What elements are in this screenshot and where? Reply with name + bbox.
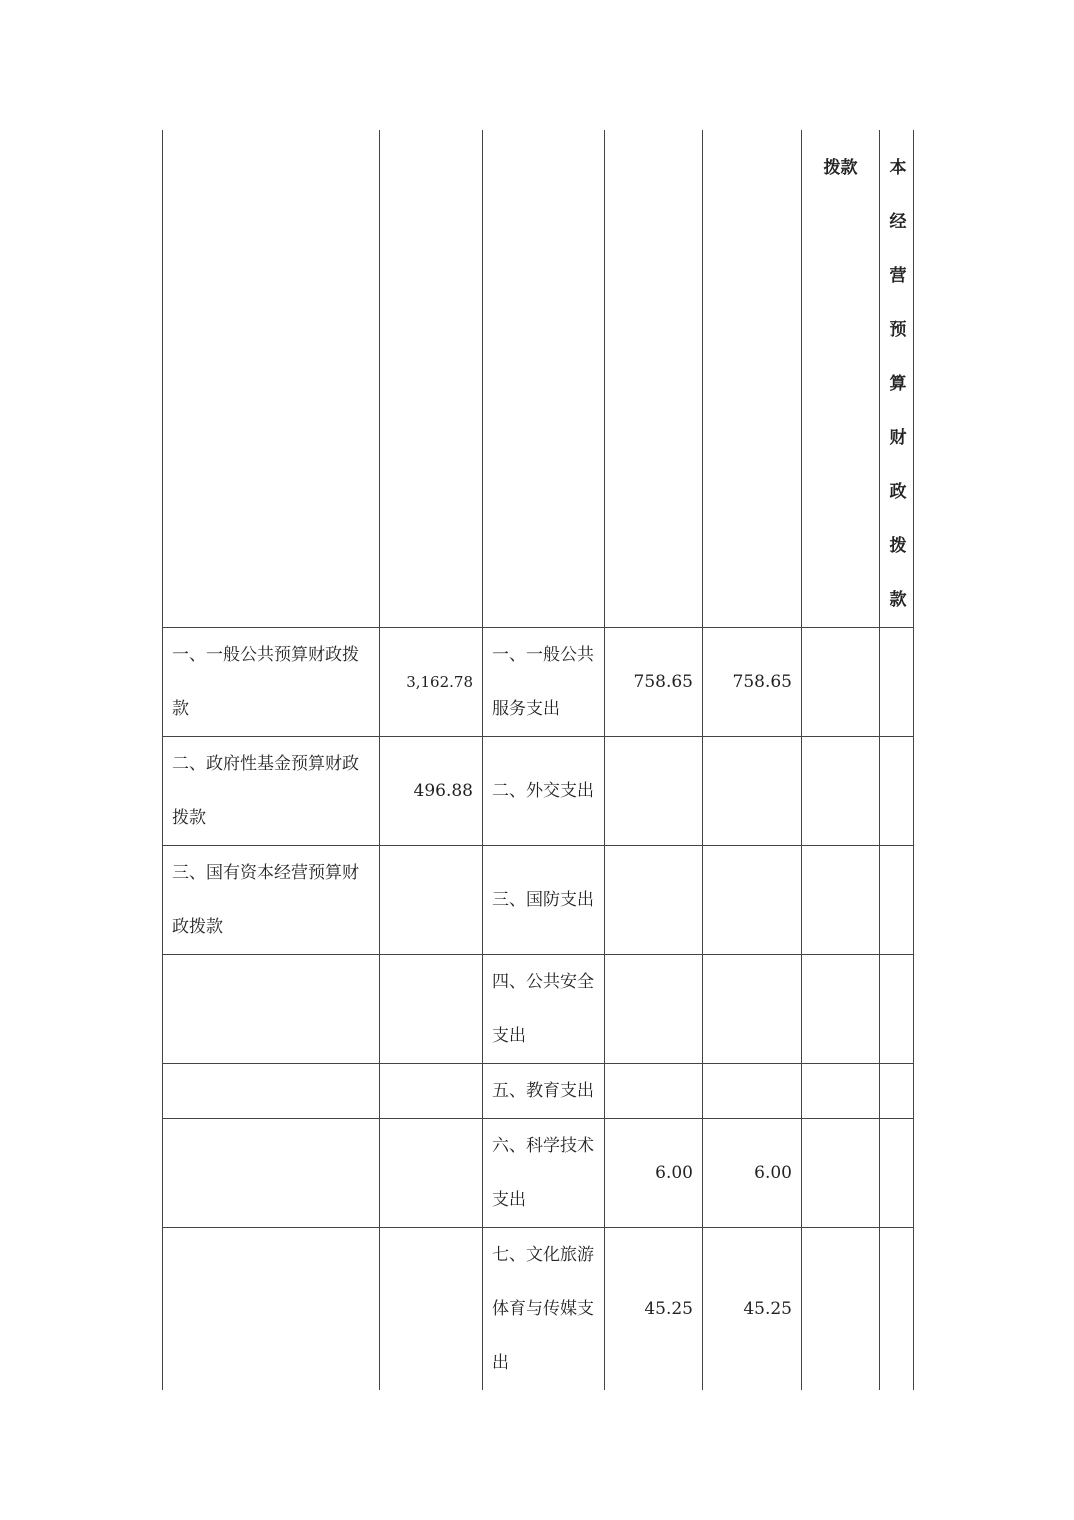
income-amount (380, 1064, 483, 1119)
expense-item: 二、外交支出 (483, 737, 605, 846)
expense-total (605, 1064, 703, 1119)
table-row (163, 955, 914, 1064)
income-amount: 496.88 (380, 737, 483, 846)
expense-total: 6.00 (605, 1119, 703, 1228)
expense-item: 七、文化旅游体育与传媒支出 (483, 1228, 605, 1391)
table-row (163, 628, 914, 737)
income-item: 三、国有资本经营预算财政拨款 (163, 846, 380, 955)
empty-cell (880, 955, 914, 1064)
expense-total (605, 955, 703, 1064)
expense-general (703, 846, 802, 955)
income-item (163, 1119, 380, 1228)
expense-general (703, 955, 802, 1064)
empty-cell (880, 1228, 914, 1391)
expense-general (703, 1064, 802, 1119)
expense-item: 五、教育支出 (483, 1064, 605, 1119)
header-col6: 拨款 (802, 130, 880, 628)
header-cell (605, 130, 703, 628)
header-cell (703, 130, 802, 628)
empty-cell (802, 628, 880, 737)
header-cell (163, 130, 380, 628)
expense-total (605, 846, 703, 955)
table-row (163, 1064, 914, 1119)
header-col7 (880, 130, 914, 628)
empty-cell (802, 846, 880, 955)
expense-general: 45.25 (703, 1228, 802, 1391)
income-amount (380, 1228, 483, 1391)
expense-general: 6.00 (703, 1119, 802, 1228)
budget-table (162, 130, 914, 1390)
income-item (163, 1228, 380, 1391)
income-item (163, 955, 380, 1064)
expense-item: 三、国防支出 (483, 846, 605, 955)
expense-total: 758.65 (605, 628, 703, 737)
income-amount (380, 846, 483, 955)
expense-general: 758.65 (703, 628, 802, 737)
empty-cell (802, 1064, 880, 1119)
income-item: 二、政府性基金预算财政拨款 (163, 737, 380, 846)
income-item: 一、一般公共预算财政拨款 (163, 628, 380, 737)
table-row (163, 1119, 914, 1228)
empty-cell (880, 1064, 914, 1119)
header-cell (483, 130, 605, 628)
table-row (163, 846, 914, 955)
expense-total (605, 737, 703, 846)
expense-item: 六、科学技术支出 (483, 1119, 605, 1228)
header-cell (380, 130, 483, 628)
empty-cell (802, 737, 880, 846)
table-row (163, 737, 914, 846)
income-amount (380, 1119, 483, 1228)
income-item (163, 1064, 380, 1119)
table-row (163, 1228, 914, 1391)
expense-total: 45.25 (605, 1228, 703, 1391)
expense-general (703, 737, 802, 846)
empty-cell (802, 955, 880, 1064)
empty-cell (802, 1228, 880, 1391)
empty-cell (880, 737, 914, 846)
expense-item: 一、一般公共服务支出 (483, 628, 605, 737)
income-amount: 3,162.78 (380, 628, 483, 737)
header-continuation-row (163, 130, 914, 628)
expense-item: 四、公共安全支出 (483, 955, 605, 1064)
empty-cell (880, 1119, 914, 1228)
empty-cell (880, 628, 914, 737)
header-col7-text: 本经营预算财政拨款 (889, 158, 907, 610)
income-amount (380, 955, 483, 1064)
empty-cell (802, 1119, 880, 1228)
empty-cell (880, 846, 914, 955)
